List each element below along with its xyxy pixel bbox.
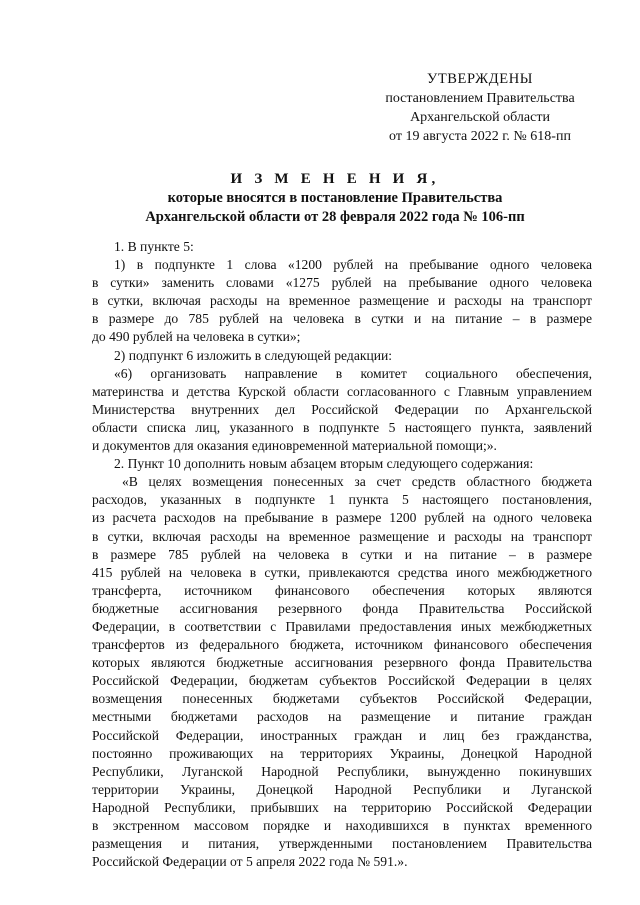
document-body bbox=[92, 238, 592, 871]
body-line: трансферта, источником финансового обеспечения которых являются bbox=[92, 582, 592, 598]
approval-line-3: от 19 августа 2022 г. № 618-пп bbox=[389, 129, 571, 144]
body-line: возмещения понесенных бюджетами субъектов Российской Федерации, bbox=[92, 691, 592, 707]
body-line: 2. Пункт 10 дополнить новым абзацем вторым следующего содержания: bbox=[114, 456, 534, 472]
body-line: материнства и детства Курской области согласованного с Главным управлением bbox=[92, 383, 592, 399]
body-line: Министерства внутренних дел Российской Федерации по Архангельской bbox=[92, 401, 592, 417]
approval-line-1: постановлением Правительства bbox=[385, 91, 575, 106]
body-line: до 490 рублей на человека в сутки»; bbox=[92, 329, 301, 345]
approval-title: УТВЕРЖДЕНЫ bbox=[426, 71, 534, 87]
body-line: Республики, Луганской Народной Республики, вынужденно покинувших bbox=[92, 763, 592, 779]
body-line: 1. В пункте 5: bbox=[114, 239, 194, 254]
heading-subtitle-2: Архангельской области от 28 февраля 2022 года № 106-пп bbox=[145, 209, 525, 225]
body-line: в экстренном массовом порядке и находившихся в пунктах временного bbox=[92, 818, 592, 833]
body-line: 1) в подпункте 1 слова «1200 рублей на пребывание одного человека bbox=[114, 257, 592, 273]
body-line: «6) организовать направление в комитет социального обеспечения, bbox=[114, 365, 592, 381]
heading-subtitle-1: которые вносятся в постановление Правительства bbox=[167, 190, 503, 206]
body-line: трансфертов из федерального бюджета, источником финансового обеспечения bbox=[92, 637, 592, 653]
body-line: территории Украины, Донецкой Народной Республики и Луганской bbox=[92, 781, 592, 797]
body-line: Российской Федерации от 5 апреля 2022 года № 591.». bbox=[92, 854, 408, 870]
body-line: области списка лиц, указанного в подпункте 5 настоящего пункта, заявлений bbox=[92, 419, 592, 435]
body-line: из расчета расходов на пребывание в размере 1200 рублей на одного человека bbox=[92, 510, 592, 526]
approval-stamp bbox=[370, 70, 590, 146]
body-line: 2) подпункт 6 изложить в следующей редакции: bbox=[114, 347, 393, 363]
body-line: в размере до 785 рублей на человека в сутки и на питание – в размере bbox=[92, 311, 592, 327]
body-line: в сутки» заменить словами «1275 рублей на пребывание одного человека bbox=[92, 275, 592, 291]
body-line: в сутки, включая расходы на временное размещение и расходы на транспорт bbox=[92, 528, 592, 544]
body-line: расходов, указанных в подпункте 1 пункта 5 настоящего постановления, bbox=[92, 492, 592, 508]
body-line: 415 рублей на человека в сутки, привлекаются средства иного межбюджетного bbox=[92, 564, 592, 580]
body-line: размещения и питания, утвержденными постановлением Правительства bbox=[92, 836, 592, 852]
heading-title: И З М Е Н Е Н И Я, bbox=[230, 171, 440, 187]
body-line: и документов для оказания единовременной материальной помощи;». bbox=[92, 438, 497, 454]
body-line: в сутки, включая расходы на временное размещение и расходы на транспорт bbox=[92, 293, 592, 309]
body-line: Российской Федерации, иностранных граждан и лиц без гражданства, bbox=[92, 727, 592, 743]
body-line: постоянно проживающих на территориях Украины, Донецкой Народной bbox=[92, 745, 592, 761]
body-line: бюджетные ассигнования резервного фонда Правительства Российской bbox=[92, 600, 592, 616]
body-line: «В целях возмещения понесенных за счет средств областного бюджета bbox=[122, 474, 592, 490]
approval-line-2: Архангельской области bbox=[410, 110, 550, 125]
body-line: Российской Федерации, бюджетам субъектов Российской Федерации в целях bbox=[92, 673, 592, 689]
body-line: Народной Республики, прибывших на территорию Российской Федерации bbox=[92, 799, 592, 815]
body-line: Федерации, в соответствии с Правилами предоставления иных межбюджетных bbox=[92, 618, 592, 634]
document-heading bbox=[60, 170, 610, 227]
body-line: в размере 785 рублей на человека в сутки и на питание – в размере bbox=[92, 546, 592, 562]
body-line: которых являются бюджетные ассигнования резервного фонда Правительства bbox=[92, 655, 592, 671]
body-line: местными бюджетами расходов на размещение и питание граждан bbox=[92, 709, 592, 725]
